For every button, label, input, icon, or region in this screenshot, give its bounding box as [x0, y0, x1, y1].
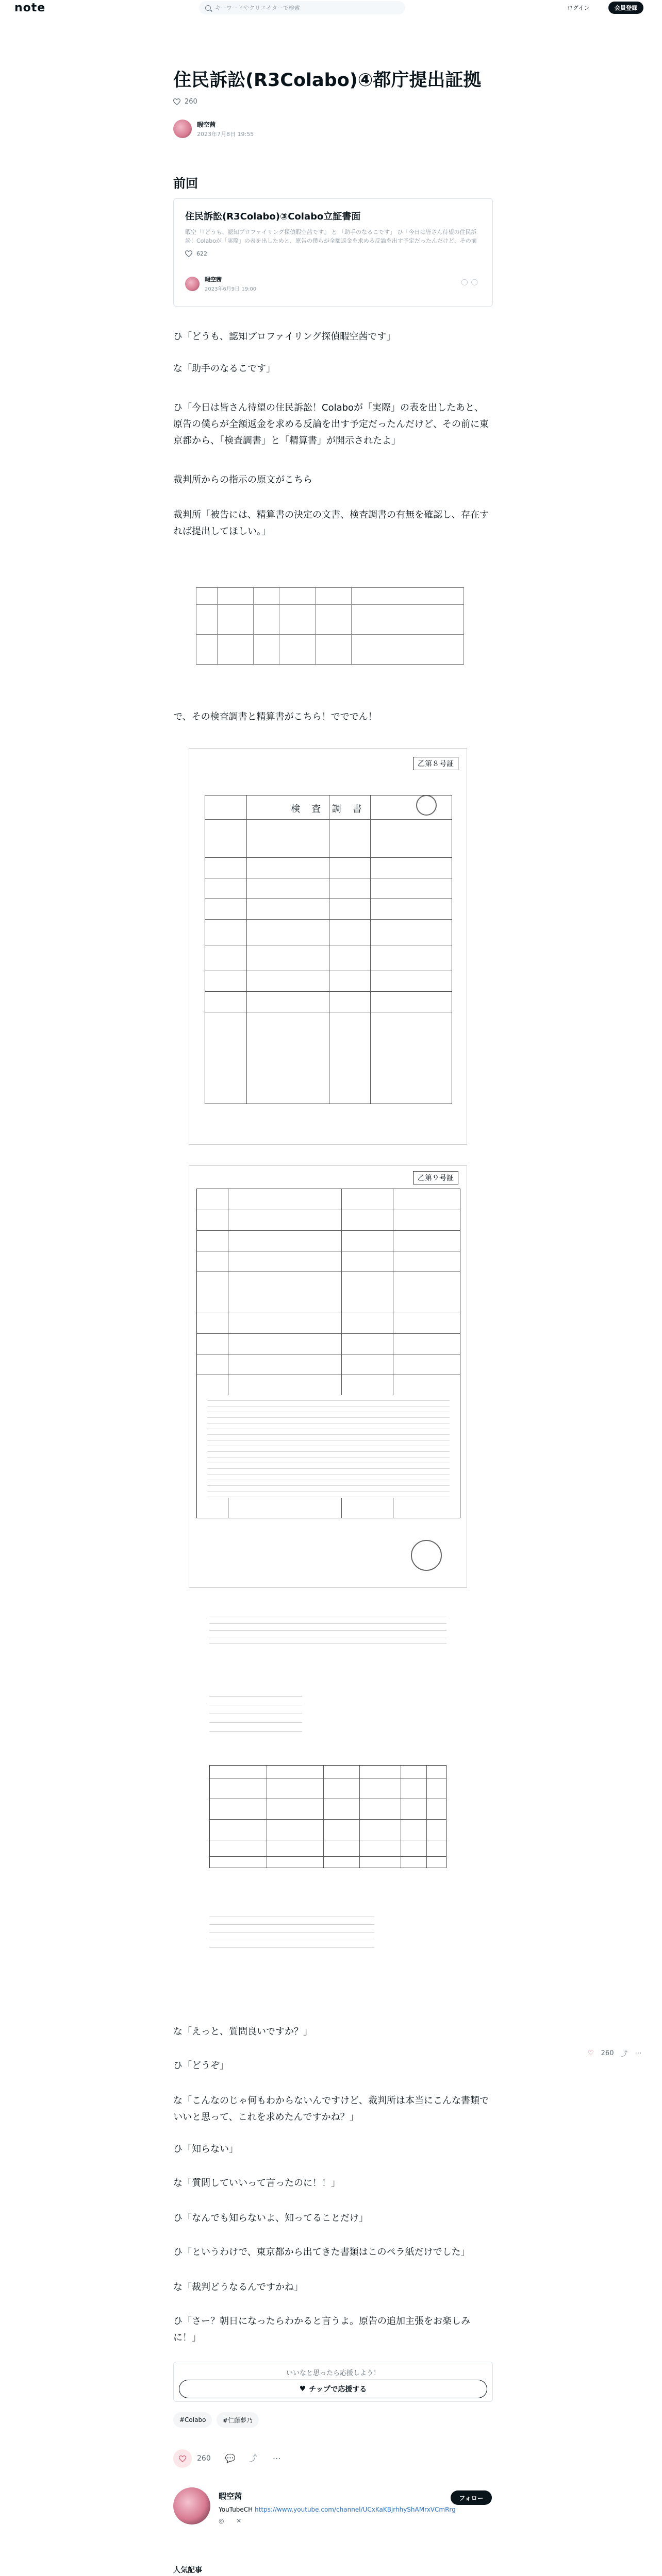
avatar	[185, 277, 200, 291]
text-lines	[209, 1909, 374, 1951]
author-row[interactable]	[173, 120, 493, 138]
embed-author-name: 暇空茜	[205, 276, 222, 283]
paragraph: ひ「知らない」	[173, 2144, 238, 2155]
court-record-table-image	[196, 573, 464, 676]
heart-icon[interactable]: ♡	[588, 2049, 594, 2057]
tip-button-label: チップで応援する	[309, 2385, 367, 2394]
login-button[interactable]: ログイン	[567, 5, 590, 11]
inspection-report-image	[189, 748, 467, 1145]
exhibit-stamp: 乙第９号証	[413, 1171, 458, 1184]
official-seal	[416, 795, 437, 816]
section-heading-previous: 前回	[173, 176, 198, 191]
paragraph: な「えっと、質問良いですか？」	[173, 2026, 312, 2037]
creator-profile	[173, 2487, 493, 2554]
paragraph: な「助手のなるこです」	[173, 363, 275, 374]
note-logo[interactable]: note	[14, 1, 46, 14]
tag-colabo[interactable]: #Colabo	[173, 2412, 212, 2428]
creator-desc-prefix: YouTubeCH	[219, 2506, 255, 2513]
paragraph: ひ「どうも、認知プロファイリング探偵暇空茜です」	[173, 331, 396, 342]
share-icon[interactable]: ⤴	[621, 2050, 628, 2058]
heart-icon	[173, 98, 180, 105]
embed-description: 暇空「『どうも、認知プロファイリング探偵暇空茜です』 と 「助手のなるこです」 ひ「今日は皆さん待望の住民訴訟！Colaboが「実際」の表を出しためと、原告の僕らが全額返金を求める反論を出す予定だったんだけど、その前	[185, 229, 477, 244]
paragraph: な「こんなのじゃ何もわからないんですけど、裁判所は本当にこんな書類でいいと思って、これを求めたんですかね？」	[173, 2095, 489, 2123]
paragraph: ひ「どうぞ」	[173, 2060, 229, 2071]
article-date: 2023年7月8日 19:55	[197, 130, 254, 138]
avatar[interactable]	[173, 2487, 210, 2524]
heart-icon	[179, 2455, 186, 2462]
creator-description	[219, 2506, 492, 2513]
author-name[interactable]: 暇空茜	[197, 121, 216, 128]
heart-icon	[185, 250, 192, 257]
more-icon[interactable]: ⋯	[635, 2049, 642, 2057]
signup-button[interactable]: 会員登録	[608, 2, 643, 14]
article-likes	[173, 98, 493, 106]
settlement-table-image	[189, 1595, 467, 2007]
paragraph: ひ「さー？朝日になったらわかると言うよ。原告の追加主張をお楽しみに！」	[173, 2316, 470, 2343]
tag-nito[interactable]: #仁藤夢乃	[217, 2412, 259, 2428]
paragraph: な「裁判どうなるんですかね」	[173, 2282, 303, 2293]
text-lines	[207, 1395, 450, 1498]
support-box	[173, 2362, 493, 2402]
official-seal	[411, 1540, 442, 1571]
paragraph: な「質問していいって言ったのに！！」	[173, 2178, 340, 2189]
share-icon[interactable]: ⤴	[249, 2453, 257, 2463]
paragraph: で、その検査調書と精算書がこちら！でででん！	[173, 711, 377, 722]
settlement-table	[209, 1765, 446, 1868]
embed-author	[185, 275, 256, 292]
like-button[interactable]	[173, 2449, 192, 2468]
exhibit-stamp: 乙第８号証	[413, 757, 458, 770]
comment-icon[interactable]: 💬	[225, 2453, 236, 2463]
paragraph: 裁判所からの指示の原文がこちら	[173, 474, 312, 485]
inspection-report-heading: 検 査 調 書	[291, 804, 366, 815]
embed-likes-count: 622	[196, 250, 207, 257]
paragraph: ひ「というわけで、東京都から出てきた書類はこのペラ紙だけでした」	[173, 2247, 470, 2258]
article-actions	[173, 2449, 282, 2468]
creator-name[interactable]: 暇空茜	[219, 2492, 242, 2501]
record-table	[196, 587, 464, 665]
side-likes-count: 260	[601, 2049, 614, 2057]
article-likes-count: 260	[185, 98, 197, 106]
paragraph: 裁判所「被告には、精算書の決定の文書、検査調書の有無を確認し、存在すれば提出してほしい。」	[173, 510, 489, 537]
paragraph: ひ「今日は皆さん待望の住民訴訟！Colaboが「実際」の表を出したあと、原告の僕らが全額返金を求める反論を出す予定だったんだけど、その前に東京都から、「検査調書」と「精算書」が開示されたよ」	[173, 402, 489, 446]
article-title: 住民訴訟(R3Colabo)④都庁提出証拠	[173, 70, 482, 91]
search-placeholder: キーワードやクリエイターで検索	[215, 5, 300, 11]
support-lead: いいなと思ったら応援しよう！	[286, 2369, 380, 2377]
search-icon	[205, 5, 211, 11]
social-icons[interactable]: ◎ ✕	[219, 2517, 247, 2524]
embedded-article-card[interactable]	[173, 198, 493, 307]
paragraph: ひ「なんでも知らないよ、知ってることだけ」	[173, 2213, 368, 2224]
like-count: 260	[197, 2454, 211, 2463]
settlement-document-image	[189, 1165, 467, 1588]
tip-button[interactable]	[179, 2380, 487, 2398]
more-icon[interactable]: ⋯	[272, 2453, 281, 2463]
text-lines	[209, 1611, 446, 1647]
embed-likes	[185, 250, 481, 257]
search-input[interactable]	[199, 1, 405, 14]
text-lines	[209, 1688, 302, 1734]
form-grid	[205, 795, 452, 1104]
embed-date: 2023年6月9日 19:00	[205, 286, 257, 292]
creator-youtube-link[interactable]: https://www.youtube.com/channel/UCxKaKBjrhhyShAMrxVCmRrg	[255, 2506, 456, 2513]
embed-title[interactable]: 住民訴訟(R3Colabo)③Colabo立証書面	[185, 211, 361, 222]
floating-actions	[588, 2048, 649, 2058]
form-grid	[196, 1189, 460, 1518]
tip-icon: ♥	[299, 2385, 306, 2393]
avatar[interactable]	[173, 120, 192, 138]
embed-share-icons[interactable]: ◯◯	[461, 278, 481, 285]
popular-heading: 人気記事	[173, 2566, 202, 2574]
follow-button[interactable]: フォロー	[451, 2490, 492, 2505]
